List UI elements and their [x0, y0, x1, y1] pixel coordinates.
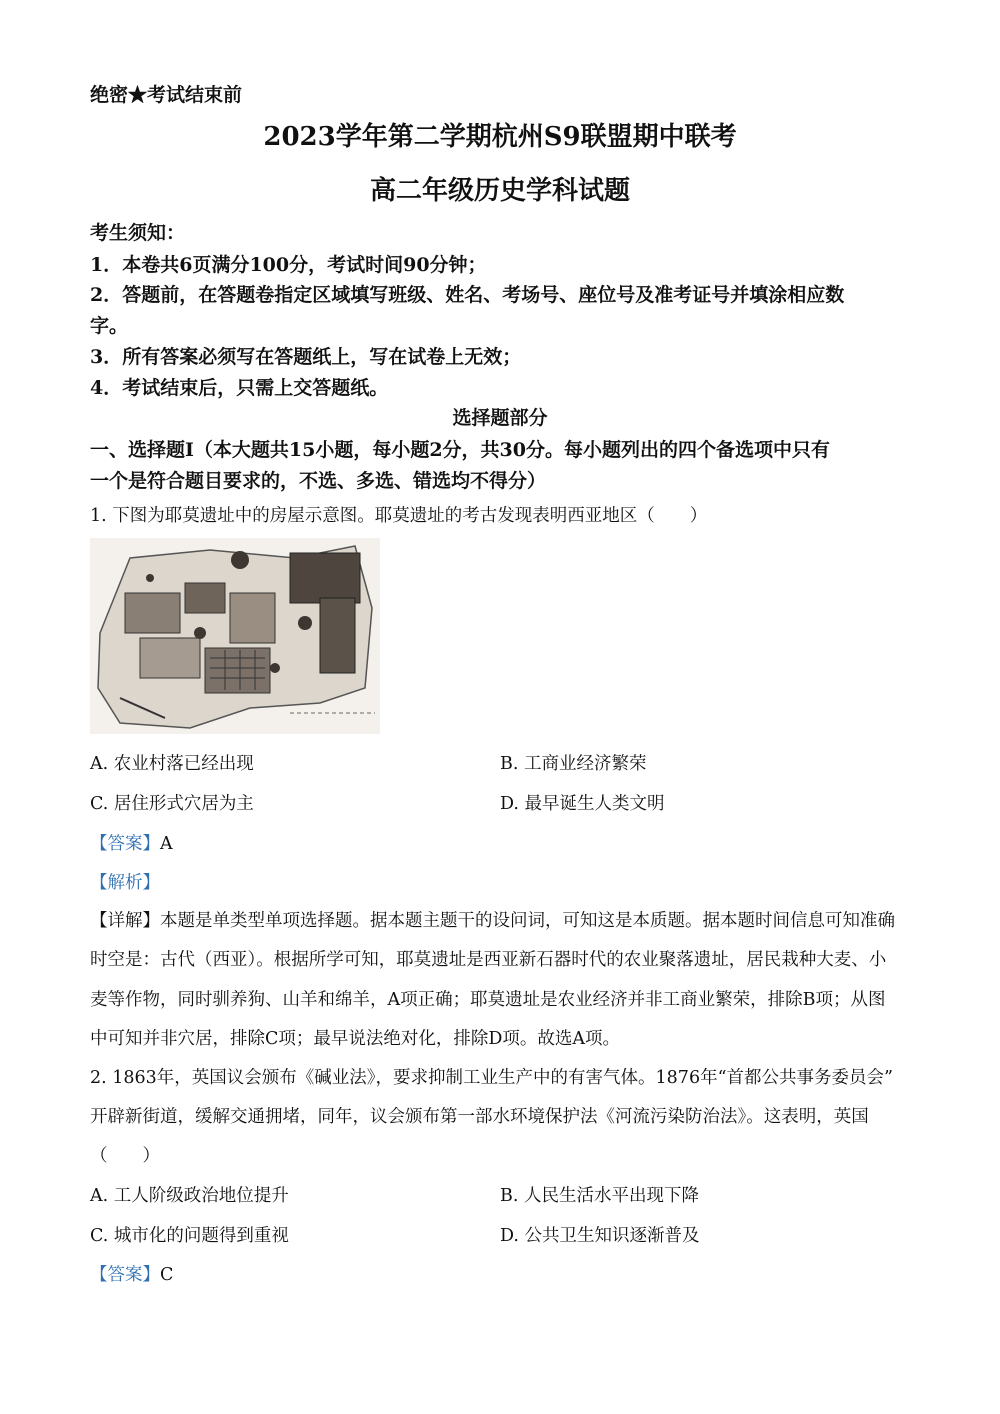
question-1-detail-line: 中可知并非穴居，排除C项；最早说法绝对化，排除D项。故选A项。: [90, 1029, 621, 1049]
house-plan-figure: [90, 538, 380, 734]
question-2-option-d: D. 公共卫生知识逐渐普及: [500, 1226, 700, 1246]
question-1-detail-line: 【详解】本题是单类型单项选择题。据本题主题干的设问词，可知这是本质题。据本题时间信息可知准确: [90, 911, 895, 931]
part-instructions: 一个是符合题目要求的，不选、多选、错选均不得分）: [90, 470, 547, 492]
question-1-answer: [90, 830, 173, 855]
question-1-option-c: C. 居住形式穴居为主: [90, 794, 254, 814]
house-plan-image: [90, 538, 380, 734]
answer-value: C: [160, 1265, 174, 1285]
confidential-label: 绝密★考试结束前: [90, 84, 243, 106]
question-2-option-c: C. 城市化的问题得到重视: [90, 1226, 289, 1246]
exam-subtitle: 高二年级历史学科试题: [369, 176, 630, 206]
answer-label: 【答案】: [90, 1265, 160, 1285]
question-2-option-b: B. 人民生活水平出现下降: [500, 1186, 699, 1206]
notice-item: 2．答题前，在答题卷指定区域填写班级、姓名、考场号、座位号及准考证号并填涂相应数: [90, 284, 845, 306]
section-title: 选择题部分: [452, 407, 548, 429]
question-1-option-a: A. 农业村落已经出现: [90, 754, 254, 774]
notice-item: 4．考试结束后，只需上交答题纸。: [90, 377, 389, 399]
question-1-detail-line: 麦等作物，同时驯养狗、山羊和绵羊，A项正确；耶莫遗址是农业经济并非工商业繁荣，排除B项；从图: [90, 990, 886, 1010]
answer-label: 【答案】: [90, 834, 160, 854]
question-1-option-d: D. 最早诞生人类文明: [500, 794, 665, 814]
part-instructions: 一、选择题Ⅰ（本大题共15小题，每小题2分，共30分。每小题列出的四个备选项中只有: [90, 439, 830, 461]
question-1-detail-line: 时空是：古代（西亚）。根据所学可知，耶莫遗址是西亚新石器时代的农业聚落遗址，居民栽种大麦、小: [90, 950, 887, 970]
question-1-analysis-label: 【解析】: [90, 873, 160, 893]
question-2-answer: [90, 1261, 173, 1286]
notice-item: 字。: [90, 315, 129, 337]
question-2-stem-line: （ ）: [90, 1146, 160, 1166]
exam-title: 2023学年第二学期杭州S9联盟期中联考: [263, 122, 737, 152]
question-2-option-a: A. 工人阶级政治地位提升: [90, 1186, 289, 1206]
notice-item: 1．本卷共6页满分100分，考试时间90分钟；: [90, 254, 487, 276]
question-1-stem: 1. 下图为耶莫遗址中的房屋示意图。耶莫遗址的考古发现表明西亚地区（ ）: [90, 506, 708, 526]
notice-heading: 考生须知：: [90, 222, 186, 244]
question-1-option-b: B. 工商业经济繁荣: [500, 754, 647, 774]
question-2-stem-line: 2. 1863年，英国议会颁布《碱业法》，要求抑制工业生产中的有害气体。1876年“首都公共事务委员会”: [90, 1068, 893, 1088]
notice-item: 3．所有答案必须写在答题纸上，写在试卷上无效；: [90, 346, 522, 368]
question-2-stem-line: 开辟新街道，缓解交通拥堵，同年，议会颁布第一部水环境保护法《河流污染防治法》。这表明，英国: [90, 1107, 869, 1127]
answer-value: A: [160, 834, 173, 854]
